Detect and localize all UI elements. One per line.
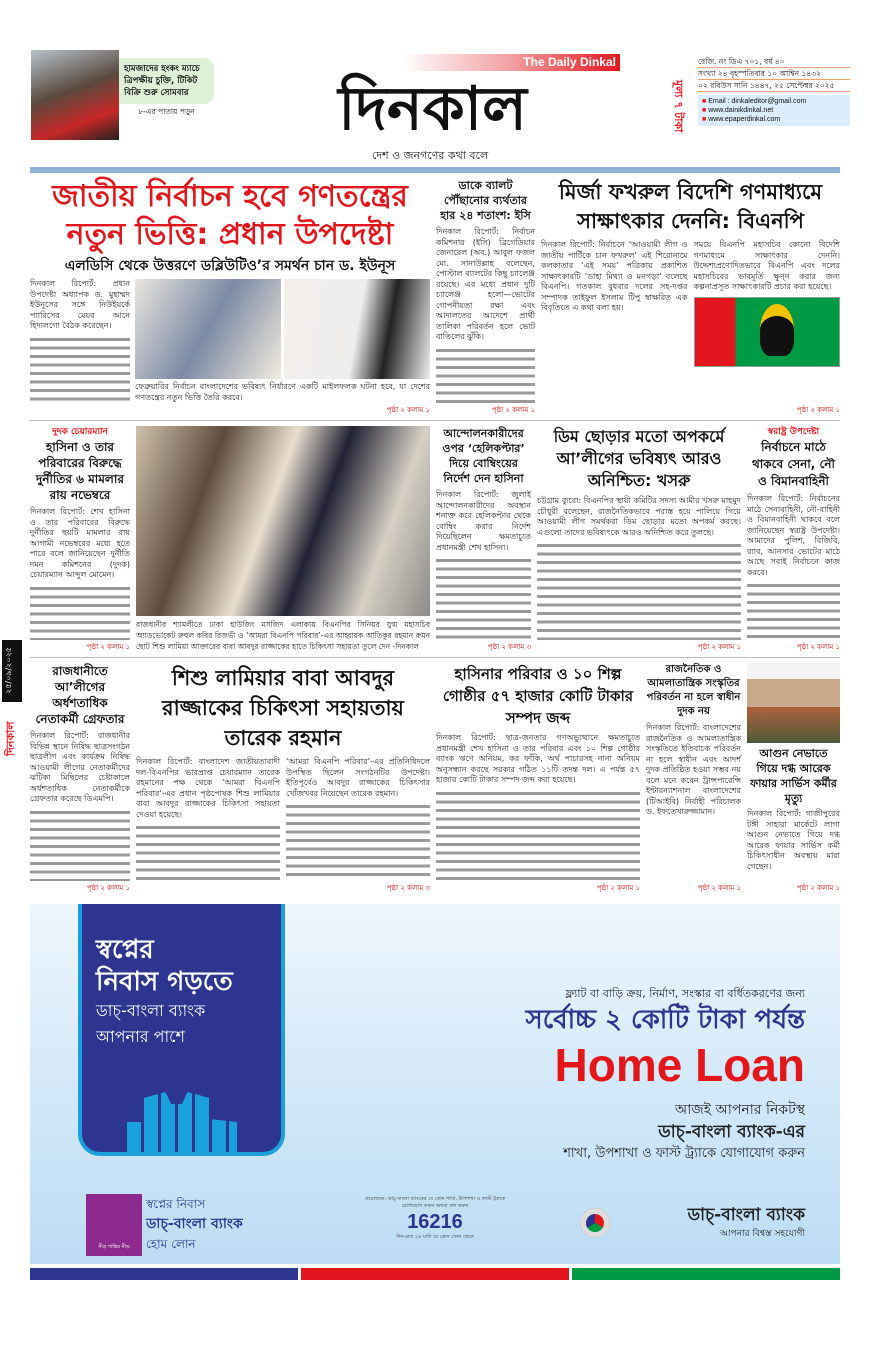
tib-story <box>646 663 741 893</box>
website-text: www.dainikdinkal.net <box>708 107 774 114</box>
arrest-body-lines <box>30 808 130 882</box>
lamia-body-1 <box>136 757 280 881</box>
assets-body-lines <box>436 789 640 882</box>
photo-caption <box>136 619 430 652</box>
dudok-headline[interactable]: হাসিনা ও তার পরিবারের বিরুদ্ধে দুর্নীতির ৬ মামলার রায় নভেম্বরে <box>36 440 124 502</box>
lead-body-2-text: ফেব্রুয়ারির নির্বাচন বাংলাদেশের ভবিষ্যৎ নির্ধারণে একটি মাইলফলক ঘটনা হবে, যা দেশের গণতন্ত্রের নতুন ভিত্তি তৈরি করবে। <box>135 382 430 402</box>
masthead-logo[interactable]: দিনকাল <box>338 74 527 144</box>
fire-story <box>747 663 840 893</box>
lamia-story <box>136 663 430 893</box>
bnp-jump[interactable]: পৃষ্ঠা ২ কলাম ১ <box>796 406 840 414</box>
side-date: ২৫/০৯/২০২৫ <box>2 640 22 702</box>
teaser <box>119 58 214 117</box>
hasina-order-headline[interactable]: আন্দোলনকারীদের ওপর ‘হেলিকপ্টার’ দিয়ে বোম্বিংয়ের নির্দেশ দেন হাসিনা <box>442 427 525 485</box>
ad-cta-3: শাখা, উপশাখা ও ফাস্ট ট্র্যাকে যোগাযোগ করুন <box>563 1146 805 1161</box>
ad-promo-box <box>78 904 285 1156</box>
khasru-jump[interactable]: পৃষ্ঠা ২ কলাম ১ <box>697 643 741 651</box>
arrest-body-text: দিনকাল রিপোর্ট: রাজধানীর বিভিন্ন স্থানে নিষিদ্ধ ছাত্রসংগঠন ছাত্রলীগ এবং কার্যক্রম নিষিদ্ধ আওয়ামী লীগের নেতাকর্মীদের ঝটিকা মিছিলের চেষ্টাকালে অর্ধশতাধিক নেতাকর্মীকে গ্রেফতার করেছে ডিএমপি। <box>30 731 130 803</box>
dudok-jump[interactable]: পৃষ্ঠা ২ কলাম ১ <box>86 643 130 651</box>
row-middle <box>30 421 840 658</box>
ec-body-lines <box>436 346 535 404</box>
bnp-body-2-text: সময়ে বিএনপি মহাসচিব কোনো বিদেশি গণমাধ্যমে সাক্ষাৎকার দেননি। উদ্দেশ্যপ্রণোদিতভাবে বিএনপি এবং দলের মহাসচিবের ভাবমূর্তি ক্ষুণ্ন করার জন্য কল্পনাপ্রসূত সাক্ষাৎকারটি প্রচার করা হয়েছে। <box>693 240 840 291</box>
lead-jump[interactable]: পৃষ্ঠা ২ কলাম ১ <box>386 406 430 414</box>
email-text: Email : dinkaleditor@gmail.com <box>708 98 807 105</box>
army-headline[interactable]: নির্বাচনে মাঠে থাকবে সেনা, নৌ ও বিমানবাহিনী <box>752 440 835 488</box>
assets-story <box>436 663 640 893</box>
epaper-link[interactable]: ■ www.epaperdinkal.com <box>702 116 781 123</box>
email-link[interactable]: ■ Email : dinkaleditor@gmail.com <box>702 98 807 105</box>
bank-name: ডাচ্-বাংলা ব্যাংক <box>687 1205 805 1225</box>
contact-box <box>698 95 850 126</box>
lead-story <box>30 178 430 415</box>
teaser-photo[interactable] <box>31 50 119 140</box>
assets-headline[interactable]: হাসিনার পরিবার ও ১০ শিল্প গোষ্ঠীর ৫৭ হাজার কোটি টাকার সম্পদ জব্দ <box>442 665 634 727</box>
dudok-body-text: দিনকাল রিপোর্ট: শেখ হাসিনা ও তার পরিবারের বিরুদ্ধে দুর্নীতির ছয়টি মামলার রায় আগামী নভেম্বরের মধ্যে হতে পারে বলে জানিয়েছেন দুর্নীতি দমন কমিশনের (দুদক) চেয়ারম্যান আব্দুল মোমেন। <box>30 507 130 579</box>
bank-logo[interactable] <box>580 1204 805 1248</box>
ad-cta-1: আজই আপনার নিকটস্থ <box>674 1102 805 1118</box>
ad-box-line3: ডাচ্-বাংলা ব্যাংক <box>96 1001 206 1020</box>
logo-tag: নীড় শান্তির নীড় <box>98 1244 130 1250</box>
arrest-body <box>30 731 130 805</box>
color-bars <box>30 1268 840 1280</box>
khasru-body <box>537 496 741 538</box>
arrest-headline[interactable]: রাজধানীতে আ’লীগের অর্ধশতাধিক নেতাকর্মী গ্রেফতার <box>35 664 125 726</box>
lead-body-1-text: দিনকাল রিপোর্ট: প্রধান উপদেষ্টা অধ্যাপক ড. মুহাম্মদ ইউনূসের সঙ্গে নিউইয়র্কে প্যারিসের মেয়র আনে হিদালগো বৈঠক করেছেন। <box>30 279 130 330</box>
ad-amount: সর্বোচ্চ ২ কোটি টাকা পর্যন্ত <box>525 1005 805 1035</box>
tib-body-text: দিনকাল রিপোর্ট: বাংলাদেশের রাজনৈতিক ও আমলাতান্ত্রিক সংস্কৃতিতে ইতিবাচক পরিবর্তন না হলে স্বাধীন এবং আদর্শ দুদক প্রতিষ্ঠিত হওয়া সম্ভব নয় বলে মনে করেন ট্রান্সপারেন্সি ইন্টারন্যাশনাল বাংলাদেশের (টিআইবি) নির্বাহী পরিচালক ড. ইফতেখারুজ্জামান। <box>646 723 741 816</box>
lead-photo-2[interactable] <box>284 279 430 379</box>
dudok-body <box>30 507 130 581</box>
hasina-order-body-text: দিনকাল রিপোর্ট: জুলাই আন্দোলনকারীদের অবস্থান শনাক্ত করে হেলিকপ্টার থেকে বোম্বিং করার নির্দেশ দিয়েছিলেন ক্ষমতাচ্যুত প্রধানমন্ত্রী শেখ হাসিনা। <box>436 490 531 552</box>
khasru-body-lines <box>537 541 741 640</box>
issue-block <box>698 56 850 126</box>
ad-box-line2: নিবাস গড়তে <box>96 967 233 997</box>
lead-subhead[interactable]: এলডিসি থেকে উত্তরণে ডব্লিউটিও’র সমর্থন চান ড. ইউনূস <box>64 258 396 274</box>
color-bar-blue <box>30 1268 298 1280</box>
home-loan-ad[interactable] <box>30 904 840 1264</box>
masthead-slogan: দেশ ও জনগণের কথা বলে <box>371 149 489 162</box>
ad-box-line4: আপনার পাশে <box>96 1027 185 1046</box>
epaper-text: www.epaperdinkal.com <box>708 116 781 123</box>
ad-cta-2: ডাচ্-বাংলা ব্যাংক-এর <box>658 1122 805 1142</box>
hasina-order-story <box>436 426 531 652</box>
dudok-story <box>30 426 130 652</box>
price: মূল্য ৭ টাকা <box>672 80 685 133</box>
bnp-body-1-text: দিনকাল রিপোর্ট: নির্বাচনে ‘আওয়ামী লীগ ও জাতীয় পার্টিকে চান ফখরুল’ এই শিরোনামে কলকাতার ‘এই সময়’ পত্রিকায় প্রকাশিত সাক্ষাৎকারটি ‘ডাহা মিথ্যা ও মনগড়া’ বলেছে বিএনপি। গতকাল বুধবার দলের সহ-দপ্তর সম্পাদক তাইফুল ইসলাম টিপু স্বাক্ষরিত এক বিবৃতিতে এ কথা বলা হয়। <box>541 240 688 312</box>
ec-jump[interactable]: পৃষ্ঠা ২ কলাম ১ <box>491 406 535 414</box>
issue-number: সংখ্যা ২৪ বৃহস্পতিবার ১০ আশ্বিন ১৪৩২ <box>698 68 850 80</box>
army-body-text: দিনকাল রিপোর্ট: নির্বাচনের মাঠে সেনাবাহিনী, নৌ-বাহিনী ও বিমানবাহিনী থাকবে বলে জানিয়েছেন স্বরাষ্ট্র উপদেষ্টা। আমাদের পুলিশ, বিজিবি, র‍্যাব, আনসার ভোটের মাঠে আছে সবাই নির্বাচনে কাজ করবে। <box>747 494 840 577</box>
dudok-kicker: দুদক চেয়ারম্যান <box>52 427 108 437</box>
page-header <box>0 0 870 167</box>
tib-jump[interactable]: পৃষ্ঠা ২ কলাম ১ <box>697 884 741 892</box>
logo-line3: হোম লোন <box>146 1237 196 1251</box>
bnp-body-2 <box>694 240 841 293</box>
bank-logo-icon <box>580 1208 610 1238</box>
ad-box-line1: স্বপ্নের <box>96 935 154 965</box>
bnp-headline[interactable]: মির্জা ফখরুল বিদেশি গণমাধ্যমে সাক্ষাৎকার দেননি: বিএনপি <box>558 180 823 233</box>
main-photo[interactable] <box>136 426 430 616</box>
khasru-body-text: চট্টগ্রাম ব্যুরো: বিএনপির স্থায়ী কমিটির সদস্য আমীর খসরু মাহমুদ চৌধুরী বলেছেন, রাজনৈতিকভাবে পরাস্ত হয়ে পালিয়ে গিয়ে আওয়ামী লীগ সমর্থকরা ডিম ছোড়ার মতো অপকর্ম করছে। এগুলো তাদের ভবিষ্যৎকে আরও অনিশ্চিত করে তুলছে। <box>537 496 741 537</box>
assets-body-text: দিনকাল রিপোর্ট: ছাত্র-জনতার গণঅভ্যুত্থানে ক্ষমতাচ্যুত প্রধানমন্ত্রী শেখ হাসিনা ও তার পরিবার এবং ১০ শিল্প গোষ্ঠীর ব্যাংক ঋণে অনিয়ম, কর ফাঁকি, অর্থ পাচারসহ নানা অনিয়ম অনুসন্ধান করছে সরকার গঠিত ১১টি তদন্ত দল। এ পর্যন্ত ৫৭ হাজার কোটি টাকার সম্পদ জব্দ করা হয়েছে। <box>436 733 640 784</box>
hotline-number[interactable]: 16216 <box>407 1211 463 1233</box>
ad-headline-block <box>300 986 805 1164</box>
khasru-headline[interactable]: ডিম ছোড়ার মতো অপকর্মে আ’লীগের ভবিষ্যৎ আরও অনিশ্চিত: খসরু <box>553 427 725 490</box>
hasina-order-body <box>436 490 531 553</box>
english-title: The Daily Dinkal <box>255 54 620 71</box>
ec-body-text: দিনকাল রিপোর্ট: নির্বাচন কমিশনার (ইসি) ব্রিগেডিয়ার জেনারেল (অব.) আবুল ফজল মো. সানাউল্লাহ বলেছেন, পোস্টাল ব্যালটের কিছু চ্যালেঞ্জ রয়েছে। এর মধ্যে প্রধান দুটি চ্যালেঞ্জ হলো—ভোটের গোপনীয়তা রক্ষা এবং আদালতের আদেশে প্রার্থী তালিকা পরিবর্তন হলে ভোট বাতিলের ঝুঁকি। <box>436 227 535 341</box>
fire-jump[interactable]: পৃষ্ঠা ২ কলাম ১ <box>796 884 840 892</box>
tib-headline[interactable]: রাজনৈতিক ও আমলাতান্ত্রিক সংস্কৃতির পরিবর্তন না হলে স্বাধীন দুদক নয় <box>646 664 741 717</box>
buildings-icon <box>127 1092 237 1152</box>
lamia-body-2 <box>286 757 430 881</box>
photo-story <box>136 426 430 652</box>
tib-body <box>646 723 741 818</box>
side-name: দিনকাল <box>4 721 17 756</box>
lamia-headline[interactable]: শিশু লামিয়ার বাবা আবদুর রাজ্জাকের চিকিৎসা সহায়তায় তারেক রহমান <box>162 666 404 750</box>
bnp-story <box>541 178 840 415</box>
hotline-note: প্রয়োজনে, ডাচ্-বাংলা ব্যাংকের যে কোন শাখা, উপশাখা ও ফাস্ট ট্র্যাকে যোগাযোগ করুন অথবা কল করুন <box>364 1196 506 1209</box>
website-link[interactable]: ■ www.dainikdinkal.net <box>702 107 774 114</box>
bnp-flag-emblem <box>760 304 794 356</box>
fire-body <box>747 809 840 872</box>
ad-purpose: ফ্ল্যাট বা বাড়ি ক্রয়, নির্মাণ, সংস্কার বা বর্ধিতকরণের জন্য <box>565 987 805 1000</box>
lead-body-2 <box>135 382 430 403</box>
lead-body-1 <box>30 279 130 403</box>
assets-body <box>436 733 640 786</box>
ec-story <box>436 178 535 415</box>
bank-tagline: আপনার বিশ্বস্ত সহযোগী <box>719 1229 805 1239</box>
army-jump[interactable]: পৃষ্ঠা ২ কলাম ১ <box>796 643 840 651</box>
fire-body-text: দিনকাল রিপোর্ট: গাজীপুরের টঙ্গী সাহারা মার্কেটে লাগা আগুন নেভাতে গিয়ে দগ্ধ আরেক ফায়ার সার্ভিস কর্মী চিকিৎসাধীন অবস্থায় মারা গেছেন। <box>747 809 840 871</box>
dudok-body-lines <box>30 584 130 641</box>
ad-cta <box>300 1100 805 1164</box>
ec-body <box>436 227 535 343</box>
teaser-more[interactable]: ৮-এর পাতায় পড়ুন <box>138 107 195 116</box>
teaser-text: হামজাদের হংকং ম্যাচে ত্রিপক্ষীয় চুক্তি, টিকিট বিক্রি শুরু সোমবার <box>124 64 200 98</box>
ec-headline[interactable]: ডাকে ব্যালট পৌঁছানোর ব্যর্থতার হার ২৪ শতাংশ: ইসি <box>440 179 531 222</box>
army-body <box>747 494 840 578</box>
bnp-body-1 <box>541 240 688 403</box>
fire-victim-photo[interactable] <box>747 663 840 743</box>
hasina-order-jump[interactable]: পৃষ্ঠা ২ কলাম ৩ <box>487 643 531 651</box>
lamia-body-1-text: দিনকাল রিপোর্ট: বাংলাদেশ জাতীয়তাবাদী দল-বিএনপির ভারপ্রাপ্ত চেয়ারম্যান তারেক রহমানের পক্ষ থেকে ‘আমরা বিএনপি পরিবার’-এর প্রধান পৃষ্ঠপোষক শিশু লামিয়ার বাবা আবদুর রাজ্জাকের চিকিৎসা সহায়তা দেওয়া হয়েছে। <box>136 757 280 819</box>
lead-headline[interactable]: জাতীয় নির্বাচন হবে গণতন্ত্রের নতুন ভিত্তি: প্রধান উপদেষ্টা <box>52 179 408 252</box>
lamia-body-2-text: ‘আমরা বিএনপি পরিবার’-এর প্রতিনিধিদলে উপস্থিত ছিলেন সংগঠনটির উপদেষ্টা। ইতিপূর্বেও আবদুর রাজ্জাকের চিকিৎসার খোঁজখবর নিয়েছেন তারেক রহমান। <box>286 757 430 798</box>
arrest-story <box>30 663 130 893</box>
khasru-story <box>537 426 741 652</box>
fire-headline[interactable]: আগুন নেভাতে গিয়ে দগ্ধ আরেক ফায়ার সার্ভিস কর্মীর মৃত্যু <box>750 747 837 805</box>
ad-product: Home Loan <box>554 1039 805 1091</box>
army-story <box>747 426 840 652</box>
issue-info <box>698 56 850 92</box>
lamia-jump[interactable]: পৃষ্ঠা ২ কলাম ৩ <box>386 884 430 892</box>
army-kicker: স্বরাষ্ট্র উপদেষ্টা <box>767 427 820 437</box>
arrest-jump[interactable]: পৃষ্ঠা ২ কলাম ১ <box>86 884 130 892</box>
logo-line2: ডাচ্-বাংলা ব্যাংক <box>146 1216 243 1232</box>
issue-date: ০২ রবিউস সানি ১৪৪৭, ২৫ সেপ্টেম্বর ২০২৫ <box>698 80 850 92</box>
reg-number: রেজি. নং ডিএ ৭০১, বর্ষ ৪০ <box>698 56 850 68</box>
hasina-order-body-lines <box>436 556 531 640</box>
assets-jump[interactable]: পৃষ্ঠা ২ কলাম ১ <box>596 884 640 892</box>
color-bar-red <box>301 1268 569 1280</box>
hotline-sub: দিন-রাত ২৪ ঘণ্টা যে কোন ফোন থেকে <box>396 1234 474 1240</box>
lead-photo[interactable] <box>135 279 281 379</box>
home-loan-logo-icon <box>86 1194 142 1256</box>
home-loan-logo[interactable] <box>86 1194 296 1256</box>
army-body-lines <box>747 581 840 640</box>
photo-credit: -দিনকাল <box>392 642 419 651</box>
teaser-box[interactable] <box>119 58 214 104</box>
photo-caption-text: রাজধানীর শ্যামলীতে ঢাকা হাউজিং মসজিদ এলাকায় বিএনপির সিনিয়র যুগ্ম মহাসচিব অ্যাডভোকেট রুহুল কবির রিজভী ও ‘আমরা বিএনপি পরিবার’-এর আহ্বায়ক আতিকুর রহমান রুমন ছোট শিশু লামিয়া আক্তারের বাবা আবদুর রাজ্জাকের হাতে চিকিৎসা সহায়তা তুলে দেন <box>136 620 430 651</box>
hotline <box>355 1196 515 1241</box>
row-top <box>30 173 840 421</box>
bnp-flag <box>694 297 841 367</box>
color-bar-green <box>572 1268 840 1280</box>
logo-line1: স্বপ্নের নিবাস <box>146 1197 206 1211</box>
row-bottom <box>30 658 840 898</box>
